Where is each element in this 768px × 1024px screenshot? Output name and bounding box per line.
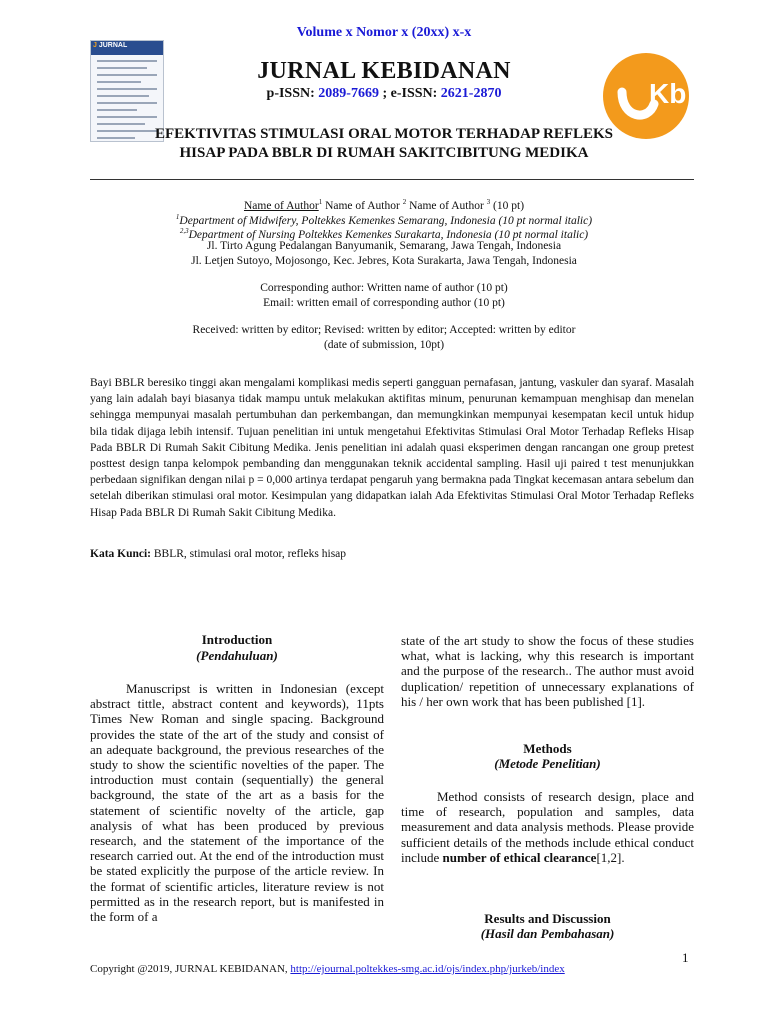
submission-date: (date of submission, 10pt) (323, 339, 445, 351)
e-issn: 2621-2870 (440, 86, 502, 101)
paper-title: EFEKTIVITAS STIMULASI ORAL MOTOR TERHADAP REFLEKS HISAP PADA BBLR DI RUMAH SAKITCIBITUNG MEDIKA (154, 126, 614, 161)
methods-heading: Methods (523, 741, 572, 756)
page-number: 1 (682, 950, 689, 965)
abstract-text: Bayi BBLR beresiko tinggi akan mengalami komplikasi medis seperti gangguan pernafasan, jantung, vaskuler dan syaraf. Masalah yang lain adalah bayi biasanya tidak mampu untuk melakukan aktifitas minum, penurunan kemampuan menghisap dan menelan sehingga mempunyai masalah pertumbuhan dan perkembangan, dan memungkinkan mempunyai kesempatan kecil untuk hidup bila tidak dijaga lebih intensif. Tujuan penelitian ini untuk mengetahui Efektivitas Stimulasi Oral Motor Terhadap Refleks Hisap Pada BBLR Di Rumah Sakit Cibitung Medika. Jenis penelitian ini adalah quasi eksperimen dengan rancangan one group pretest posttest design tanpa kelompok pembanding dan menggunakan teknik accidental sampling. Hasil uji paired t test menunjukkan perbedaan signifikan dengan nilai p = 0,000 artinya terdapat pengaruh yang bermakna pada Tingkat kecemasan antara sebelum dan setelah diberikan stimulasi oral motor. Kesimpulan yang didapatkan ialah Ada Efektivitas Stimulasi Oral Motor Terhadap Refleks Hisap Pada BBLR Di Rumah Sakit Cibitung Medika. (90, 377, 694, 519)
introduction-text: Manuscripst is written in Indonesian (except abstract tittle, abstract content and keywords), 11pts Times New Roman and single spacing. Background provides the state of the art of the study and consist of an adequate background, the previous researches of the study to show the scientific novelties of the paper. The introduction must contain (sequentially) the general background, the state of the art as a basis for the statement of scientific novelty of the article, gap analysis of what has been produced by previous research, and the statement of the importance of the research carried out. At the end of the introduction must be stated explicitly the purpose of the article review. In the format of scientific articles, literature review is not permitted as in the research report, but is manifested in the form of a (90, 681, 384, 925)
corresponding-author: Corresponding author: Written name of author (10 pt) (260, 282, 508, 294)
address-2: Jl. Letjen Sutoyo, Mojosongo, Kec. Jebres, Kota Surakarta, Jawa Tengah, Indonesia (191, 255, 577, 267)
corresponding-email: Email: written email of corresponding author (10 pt) (263, 297, 505, 309)
introduction-continued: state of the art study to show the focus of these studies what, what is lacking, why this research is important and the purpose of the research.. The author must avoid duplication/ repetition of unnecessary explanations of his / her own work that has been published [1]. (401, 633, 694, 709)
journal-title: JURNAL KEBIDANAN (257, 58, 511, 84)
cover-mini-title: J JURNAL (93, 42, 128, 49)
results-heading: Results and Discussion (484, 911, 611, 926)
received-dates: Received: written by editor; Revised: written by editor; Accepted: written by editor (192, 324, 576, 336)
journal-url-link[interactable]: http://ejournal.poltekkes-smg.ac.id/ojs/index.php/jurkeb/index (290, 963, 565, 975)
volume-info: Volume x Nomor x (20xx) x-x (296, 25, 472, 40)
methods-text: Method consists of research design, place and time of research, population and samples, data measurement and data analysis methods. Please provide sufficient details of the methods include ethical conduct include number of ethical clearance[1,2]. (401, 789, 694, 865)
author-names: Name of Author$^1$ Name of Author $^2$ Name of Author $^3$ (10 pt) (243, 198, 525, 212)
results-subheading: (Hasil dan Pembahasan) (480, 926, 615, 941)
methods-subheading: (Metode Penelitian) (494, 756, 601, 771)
keywords: Kata Kunci: BBLR, stimulasi oral motor, refleks hisap (90, 548, 347, 560)
logo-text: Kb (649, 78, 687, 109)
introduction-heading: Introduction (201, 632, 273, 647)
affiliation-2: $^{2,3}$Department of Nursing Poltekkes Kemenkes Surakarta, Indonesia (10 pt normal italic) (179, 227, 589, 241)
header-divider (90, 179, 694, 180)
affiliation-1: $^1$Department of Midwifery, Poltekkes Kemenkes Semarang, Indonesia (10 pt normal italic) (175, 213, 593, 227)
footer-copyright: Copyright @2019, JURNAL KEBIDANAN, http://ejournal.poltekkes-smg.ac.id/ojs/index.php/jurkeb/index (90, 963, 565, 975)
introduction-subheading: (Pendahuluan) (196, 648, 278, 663)
address-1: Jl. Tirto Agung Pedalangan Banyumanik, Semarang, Jawa Tengah, Indonesia (206, 240, 562, 252)
issn-line: p-ISSN: 2089-7669 ; e-ISSN: 2621-2870 (266, 86, 502, 101)
p-issn: 2089-7669 (318, 86, 379, 101)
